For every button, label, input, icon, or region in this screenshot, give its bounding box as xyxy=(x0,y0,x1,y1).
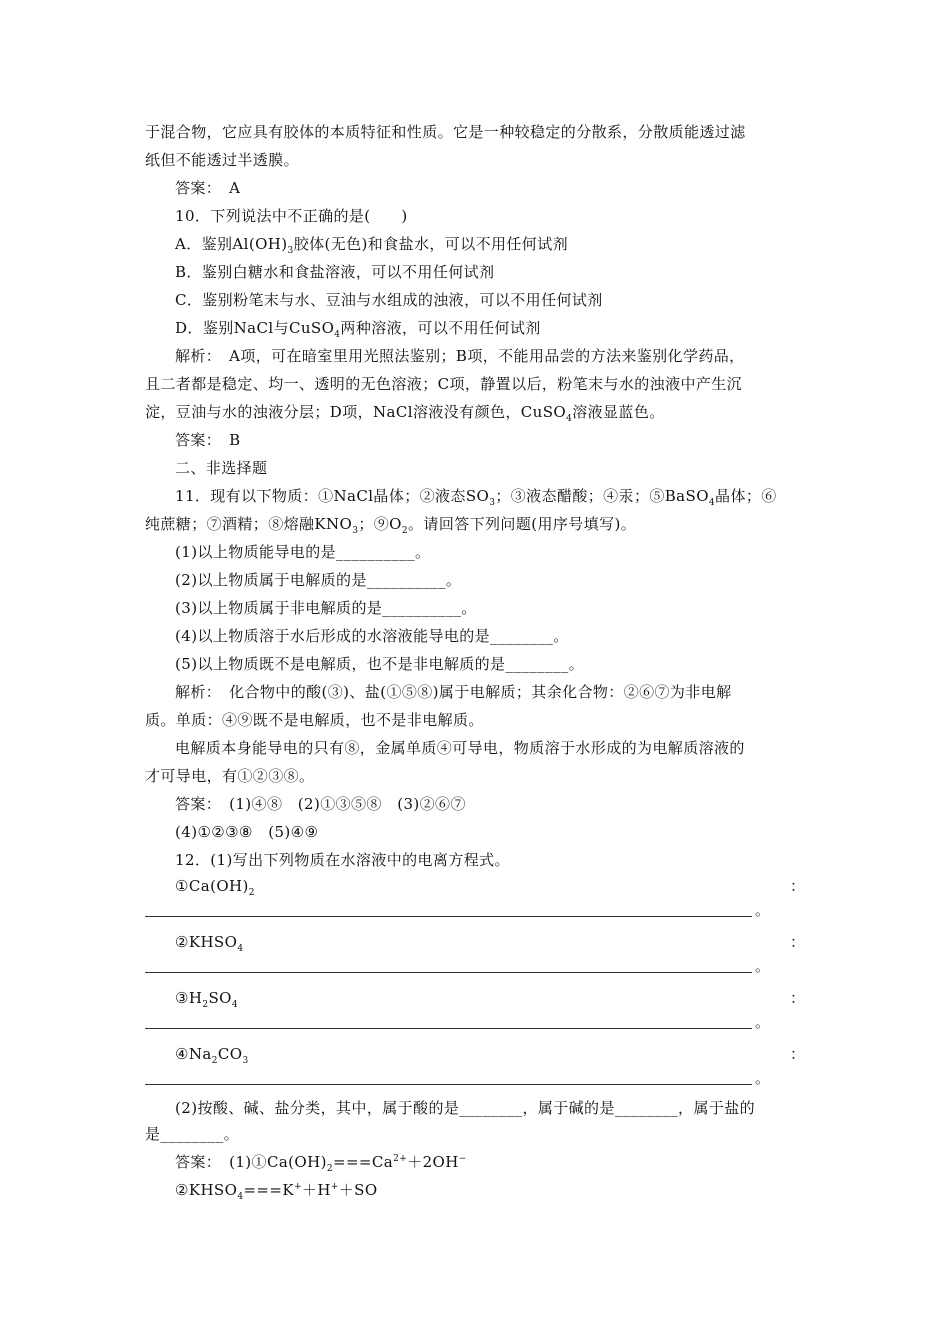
text: 晶体；⑥ xyxy=(715,487,777,505)
text: 是________。 xyxy=(145,1125,240,1143)
answer-line xyxy=(175,1152,835,1172)
question-12 xyxy=(175,850,835,870)
subscript: 3 xyxy=(242,1056,249,1066)
text-line xyxy=(145,122,805,142)
answer-blank xyxy=(145,900,790,920)
text: ④Na xyxy=(175,1045,212,1063)
text: 纸但不能透过半透膜。 xyxy=(145,151,300,169)
text: ＋H xyxy=(301,1181,331,1199)
text: D．鉴别NaCl与CuSO xyxy=(175,319,335,337)
subscript: 2 xyxy=(248,888,255,898)
text: ①Ca(OH) xyxy=(175,877,249,895)
answer-blank xyxy=(145,1068,790,1088)
blank-rule xyxy=(145,916,752,917)
text: (2)以上物质属于电解质的是__________。 xyxy=(175,571,462,589)
text-line xyxy=(145,766,805,786)
equation-item xyxy=(175,876,835,896)
text: ②KHSO xyxy=(175,933,238,951)
text: 两种溶液，可以不用任何试剂 xyxy=(340,319,541,337)
text: 12．(1)写出下列物质在水溶液中的电离方程式。 xyxy=(175,851,510,869)
subscript: 3 xyxy=(489,498,496,508)
text: C．鉴别粉笔末与水、豆油与水组成的浊液，可以不用任何试剂 xyxy=(175,291,603,309)
question-11 xyxy=(175,486,835,506)
subscript: 2 xyxy=(211,1056,218,1066)
answer-line xyxy=(175,178,835,198)
section-heading xyxy=(175,458,835,478)
text: (2)按酸、碱、盐分类，其中，属于酸的是________，属于碱的是________，属于盐的 xyxy=(175,1099,756,1117)
text-line xyxy=(145,374,805,394)
sub-question xyxy=(175,654,835,674)
sub-question xyxy=(175,598,835,618)
text: 质。单质：④⑨既不是电解质，也不是非电解质。 xyxy=(145,711,484,729)
option-a xyxy=(175,234,835,254)
text: 答案： A xyxy=(175,179,241,197)
text: 答案： B xyxy=(175,431,241,449)
text: 才可导电，有①②③⑧。 xyxy=(145,767,315,785)
sub-question xyxy=(175,570,835,590)
colon: ： xyxy=(790,989,806,1007)
subscript: 4 xyxy=(566,414,573,424)
equation-item xyxy=(175,1044,835,1064)
text: ===Ca xyxy=(333,1153,394,1171)
blank-rule xyxy=(145,972,752,973)
colon: ： xyxy=(790,1045,806,1063)
sub-question xyxy=(175,1098,835,1118)
period: 。 xyxy=(754,957,770,975)
text: 解析： 化合物中的酸(③)、盐(①⑤⑧)属于电解质；其余化合物：②⑥⑦为非电解 xyxy=(175,683,732,701)
superscript: + xyxy=(330,1182,339,1192)
period: 。 xyxy=(754,1069,770,1087)
option-d xyxy=(175,318,835,338)
answer-blank xyxy=(145,956,790,976)
text: (5)以上物质既不是电解质，也不是非电解质的是________。 xyxy=(175,655,585,673)
text: 胶体(无色)和食盐水，可以不用任何试剂 xyxy=(293,235,568,253)
text: 10．下列说法中不正确的是( ) xyxy=(175,207,408,225)
text: ＋SO xyxy=(338,1181,378,1199)
text-line xyxy=(145,150,805,170)
text: 溶液显蓝色。 xyxy=(572,403,665,421)
text: A．鉴别Al(OH) xyxy=(175,235,288,253)
text: 答案： (1)①Ca(OH) xyxy=(175,1153,327,1171)
text: ③H xyxy=(175,989,203,1007)
analysis-line xyxy=(175,682,835,702)
text: 于混合物，它应具有胶体的本质特征和性质。它是一种较稳定的分散系，分散质能透过滤 xyxy=(145,123,746,141)
text: (1)以上物质能导电的是__________。 xyxy=(175,543,431,561)
subscript: 2 xyxy=(401,526,409,536)
text-line xyxy=(145,710,805,730)
sub-question xyxy=(175,542,835,562)
question-10 xyxy=(175,206,835,226)
text: ②KHSO xyxy=(175,1181,238,1199)
answer-line xyxy=(175,430,835,450)
subscript: 4 xyxy=(237,944,244,954)
superscript: − xyxy=(458,1154,467,1164)
equation-item xyxy=(175,932,835,952)
text: 解析： A项，可在暗室里用光照法鉴别；B项，不能用品尝的方法来鉴别化学药品， xyxy=(175,347,745,365)
text: 且二者都是稳定、均一、透明的无色溶液；C项，静置以后，粉笔末与水的浊液中产生沉 xyxy=(145,375,743,393)
subscript: 4 xyxy=(708,498,716,508)
text: 电解质本身能导电的只有⑧，金属单质④可导电，物质溶于水形成的为电解质溶液的 xyxy=(175,739,745,757)
text: 纯蔗糖；⑦酒精；⑧熔融KNO xyxy=(145,515,353,533)
text: ＋2OH xyxy=(407,1153,459,1171)
text-line xyxy=(145,1124,805,1144)
text: 答案： (1)④⑧ (2)①③⑤⑧ (3)②⑥⑦ xyxy=(175,795,466,813)
blank-rule xyxy=(145,1028,752,1029)
answer-line xyxy=(175,822,835,842)
text: 淀，豆油与水的浊液分层；D项，NaCl溶液没有颜色，CuSO xyxy=(145,403,567,421)
option-c xyxy=(175,290,835,310)
text: SO xyxy=(208,989,232,1007)
text: (4)以上物质溶于水后形成的水溶液能导电的是________。 xyxy=(175,627,569,645)
subscript: 4 xyxy=(334,330,341,340)
equation-item xyxy=(175,988,835,1008)
subscript: 2 xyxy=(202,1000,209,1010)
subscript: 3 xyxy=(352,526,359,536)
sub-question xyxy=(175,626,835,646)
answer-blank xyxy=(145,1012,790,1032)
subscript: 4 xyxy=(237,1192,244,1202)
text: (3)以上物质属于非电解质的是__________。 xyxy=(175,599,477,617)
text-line xyxy=(145,402,805,422)
text: CO xyxy=(217,1045,243,1063)
subscript: 4 xyxy=(231,1000,238,1010)
text: 11．现有以下物质：①NaCl晶体；②液态SO xyxy=(175,487,490,505)
text: (4)①②③⑧ (5)④⑨ xyxy=(175,823,319,841)
answer-line xyxy=(175,794,835,814)
text-line xyxy=(145,514,805,534)
option-b xyxy=(175,262,835,282)
blank-rule xyxy=(145,1084,752,1085)
subscript: 2 xyxy=(326,1164,333,1174)
colon: ： xyxy=(790,933,806,951)
superscript: + xyxy=(293,1182,302,1192)
text: ；⑨O xyxy=(358,515,402,533)
period: 。 xyxy=(754,1013,770,1031)
superscript: 2+ xyxy=(393,1154,408,1164)
text: ；③液态醋酸；④汞；⑤BaSO xyxy=(495,487,709,505)
period: 。 xyxy=(754,901,770,919)
subscript: 3 xyxy=(287,246,294,256)
text-line xyxy=(175,738,835,758)
text: ===K xyxy=(243,1181,294,1199)
text: 二、非选择题 xyxy=(175,459,268,477)
text: 。请回答下列问题(用序号填写)。 xyxy=(408,515,637,533)
text: B．鉴别白糖水和食盐溶液，可以不用任何试剂 xyxy=(175,263,495,281)
colon: ： xyxy=(790,877,806,895)
answer-line xyxy=(175,1180,835,1200)
analysis-line xyxy=(175,346,835,366)
